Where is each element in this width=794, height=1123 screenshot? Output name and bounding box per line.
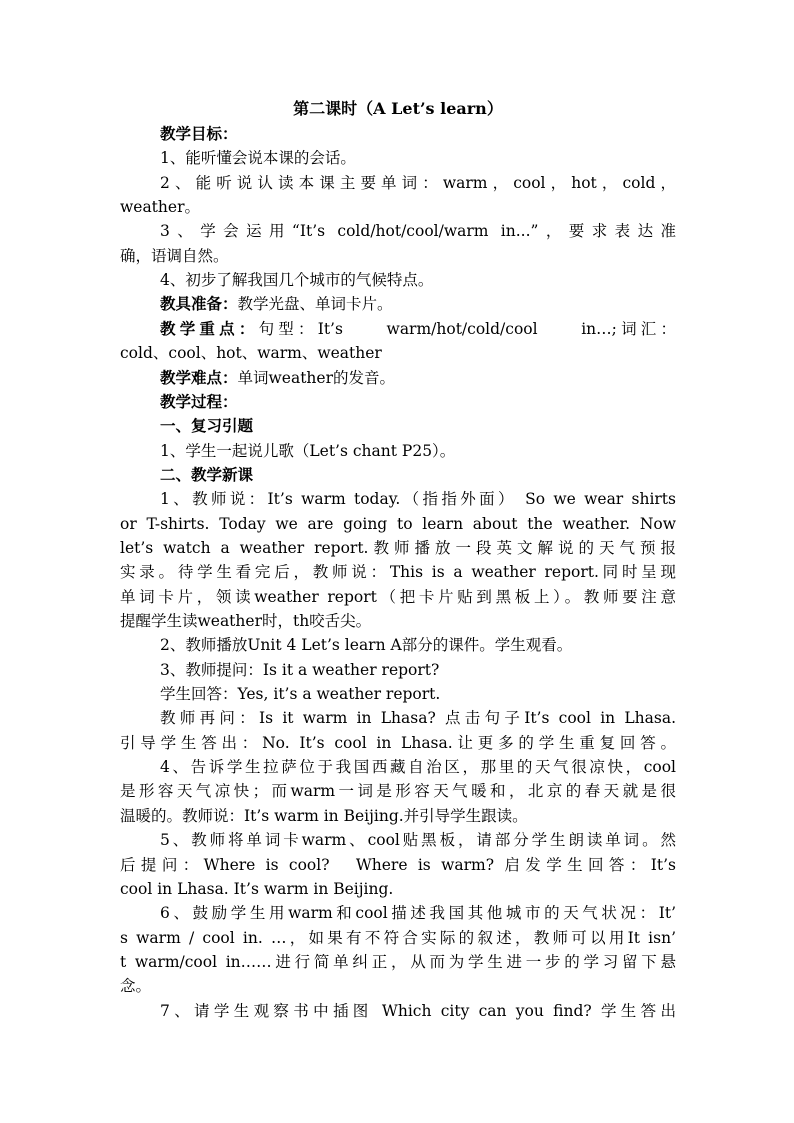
section-label: 教学重点：	[160, 318, 259, 338]
text-line: 后提问：Where is cool? Where is warm? 启发学生回答：It’s	[120, 855, 676, 874]
text-line: 教学过程：	[160, 391, 238, 411]
text-line: cold、cool、hot、warm、weather	[120, 344, 382, 363]
text-line: 2、教师播放Unit 4 Let’s learn A部分的课件。学生观看。	[160, 636, 573, 655]
text-line: 3、教师提问：Is it a weather report?	[160, 660, 440, 679]
text-line: t warm/cool in……进行简单纠正，从而为学生进一步的学习留下悬	[120, 952, 676, 971]
text-line: 二、教学新课	[160, 464, 254, 484]
text-line: 一、复习引题	[160, 416, 254, 436]
text-line: 3、学会运用“It’s cold/hot/cool/warm in...”，要求表达准	[160, 222, 676, 241]
text-line: 确，语调自然。	[120, 246, 229, 265]
section-content: 单词weather的发音。	[237, 368, 395, 387]
section-label: 教学难点：	[160, 367, 238, 387]
text-line: 单词卡片，领读weather report（把卡片贴到黑板上）。教师要注意	[120, 587, 676, 606]
text-line: let’s watch a weather report.教师播放一段英文解说的天气预报	[120, 538, 676, 557]
text-line: cool in Lhasa. It’s warm in Beijing.	[120, 879, 394, 898]
text-line: 教学目标：	[160, 124, 238, 143]
text-line: 4、初步了解我国几个城市的气候特点。	[160, 271, 434, 290]
text-line: weather。	[120, 198, 200, 217]
section-content: 教学光盘、单词卡片。	[237, 295, 393, 314]
text-line: 2、能听说认读本课主要单词：warm，cool，hot，cold，	[160, 173, 676, 192]
text-line: or T-shirts. Today we are going to learn about the weather. Now	[120, 514, 676, 533]
text-line: 温暖的。教师说：It’s warm in Beijing.并引导学生跟读。	[120, 806, 528, 825]
text-line: 学生回答：Yes, it’s a weather report.	[160, 685, 441, 704]
text-line: 念。	[120, 977, 152, 996]
text-line: 是形容天气凉快；而warm一词是形容天气暖和，北京的春天就是很	[120, 782, 676, 801]
text-line: 5、教师将单词卡warm、cool贴黑板，请部分学生朗读单词。然	[160, 831, 676, 850]
text-line: 7、请学生观察书中插图 Which city can you find? 学生答出	[160, 1001, 676, 1020]
text-line	[160, 317, 676, 341]
text-line: s warm / cool in. …，如果有不符合实际的叙述，教师可以用It isn’	[120, 928, 676, 947]
text-line	[160, 292, 676, 316]
section-content: 句型：It’s warm/hot/cold/cool in…;词汇：	[258, 319, 676, 338]
text-line: 教师再问：Is it warm in Lhasa? 点击句子It’s cool in Lhasa.	[160, 709, 676, 728]
text-line: 6、鼓励学生用warm和cool描述我国其他城市的天气状况：It’	[160, 904, 676, 923]
text-line	[160, 366, 676, 390]
text-line: 实录。待学生看完后，教师说：This is a weather report.同时呈现	[120, 563, 676, 582]
text-line: 1、能听懂会说本课的会话。	[160, 149, 356, 168]
text-line: 提醒学生读weather时，th咬舌尖。	[120, 612, 372, 630]
text-line: 引导学生答出：No. It’s cool in Lhasa.让更多的学生重复回答。	[120, 733, 676, 752]
text-line: 4、告诉学生拉萨位于我国西藏自治区，那里的天气很凉快，cool	[160, 758, 676, 777]
lesson-title: 第二课时（A Let’s learn）	[293, 99, 503, 118]
section-label: 教具准备：	[160, 294, 238, 314]
text-line: 1、学生一起说儿歌（Let’s chant P25）。	[160, 441, 456, 460]
text-line: 1、教师说：It’s warm today.（指指外面） So we wear shirts	[160, 490, 676, 509]
